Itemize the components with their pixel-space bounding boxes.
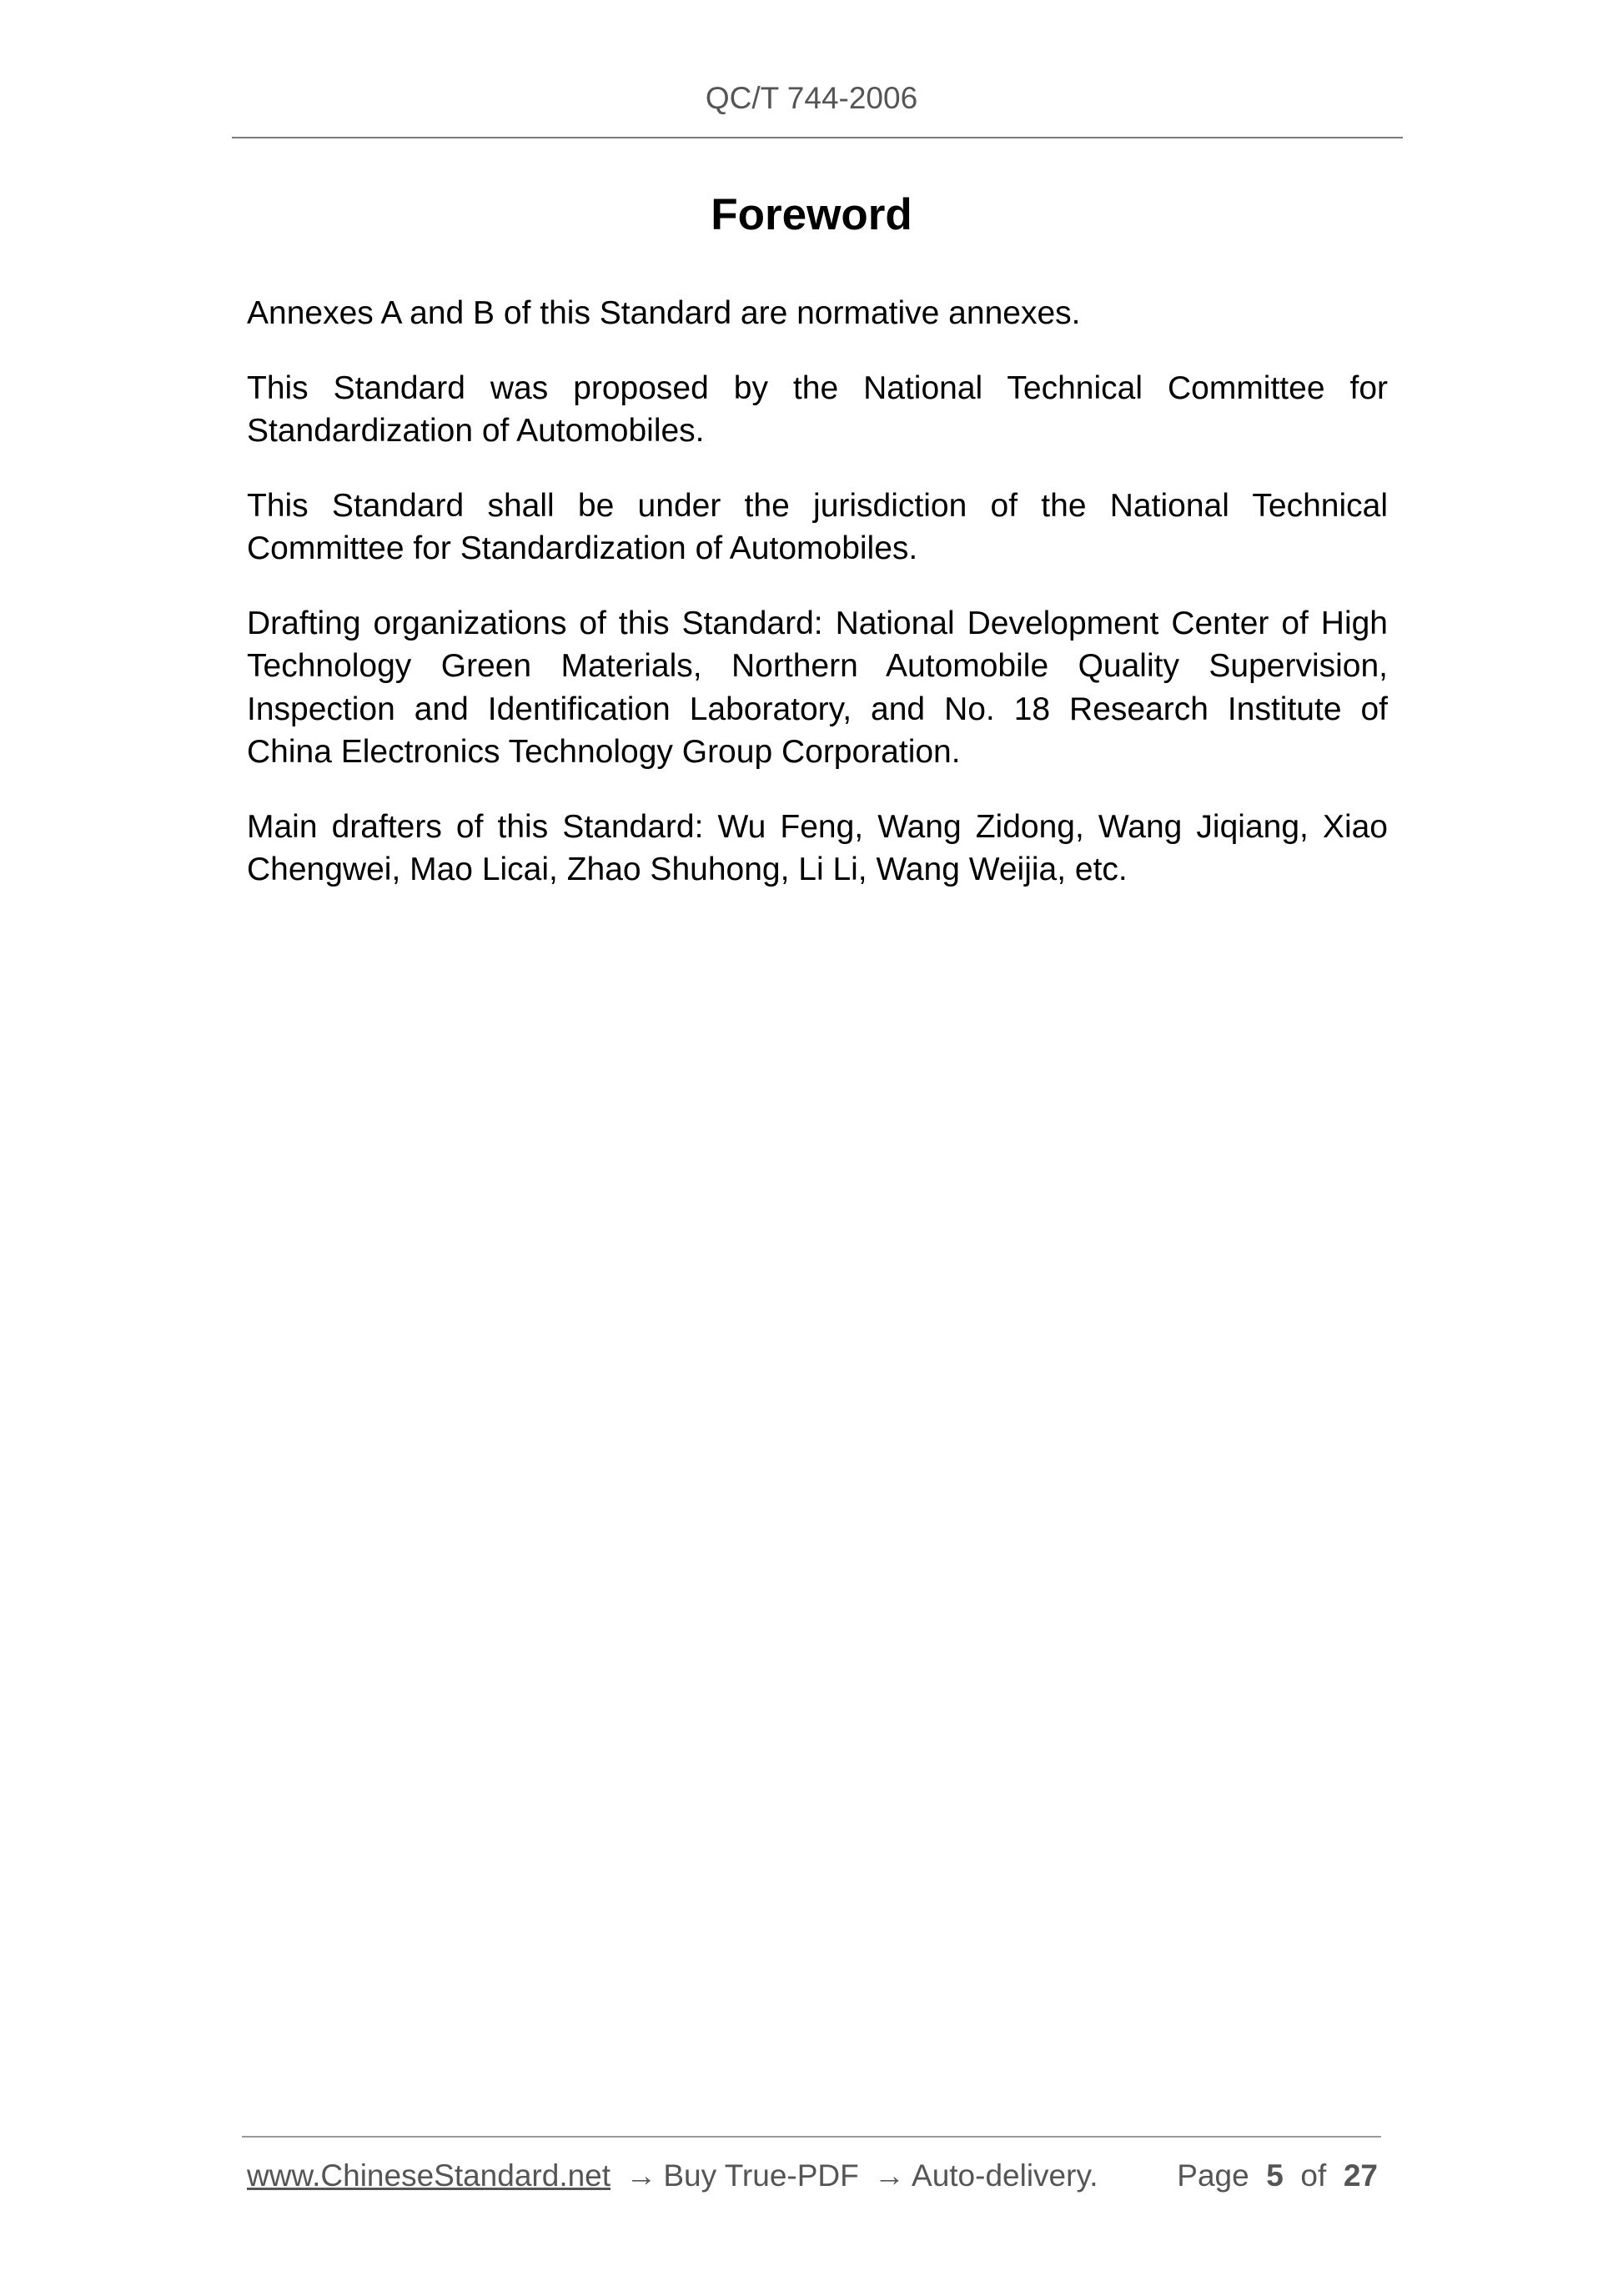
paragraph-main-drafters: Main drafters of this Standard: Wu Feng, Wang Zidong, Wang Jiqiang, Xiao Chengwei, Mao Licai, Zhao Shuhong, Li Li, Wang Weijia, etc. bbox=[247, 808, 1388, 887]
paragraph-drafting-organizations: Drafting organizations of this Standard: National Development Center of High Technology Green Materials, Northern Automobile Quality Supervision, Inspection and Identification Laboratory, and No. 18 Research Institute of China Electronics Technology Group Corporation. bbox=[247, 605, 1388, 770]
arrow-right-icon: → bbox=[874, 2158, 906, 2193]
page-word: Page bbox=[1177, 2158, 1249, 2193]
page-counter bbox=[1177, 2157, 1378, 2195]
page-footer bbox=[247, 2157, 1378, 2195]
paragraph-proposed-by: This Standard was proposed by the National Technical Committee for Standardization of Automobiles. bbox=[247, 369, 1388, 449]
page-header-doc-code: QC/T 744-2006 bbox=[705, 81, 918, 115]
current-page-number: 5 bbox=[1266, 2158, 1284, 2193]
paragraph-jurisdiction: This Standard shall be under the jurisdiction of the National Technical Committee for Standardization of Automobiles. bbox=[247, 487, 1388, 566]
footer-divider bbox=[242, 2136, 1381, 2138]
arrow-right-icon: → bbox=[626, 2158, 657, 2193]
auto-delivery-text: Auto-delivery. bbox=[912, 2158, 1098, 2193]
paragraph-annexes: Annexes A and B of this Standard are normative annexes. bbox=[247, 295, 1081, 331]
footer-promo bbox=[247, 2157, 1098, 2195]
buy-true-pdf-text: Buy True-PDF bbox=[663, 2158, 859, 2193]
header-divider bbox=[232, 137, 1403, 138]
foreword-body bbox=[247, 292, 1388, 923]
website-link[interactable]: www.ChineseStandard.net bbox=[247, 2158, 611, 2193]
total-page-count: 27 bbox=[1343, 2158, 1378, 2193]
page-title: Foreword bbox=[711, 190, 912, 239]
of-word: of bbox=[1300, 2158, 1327, 2193]
